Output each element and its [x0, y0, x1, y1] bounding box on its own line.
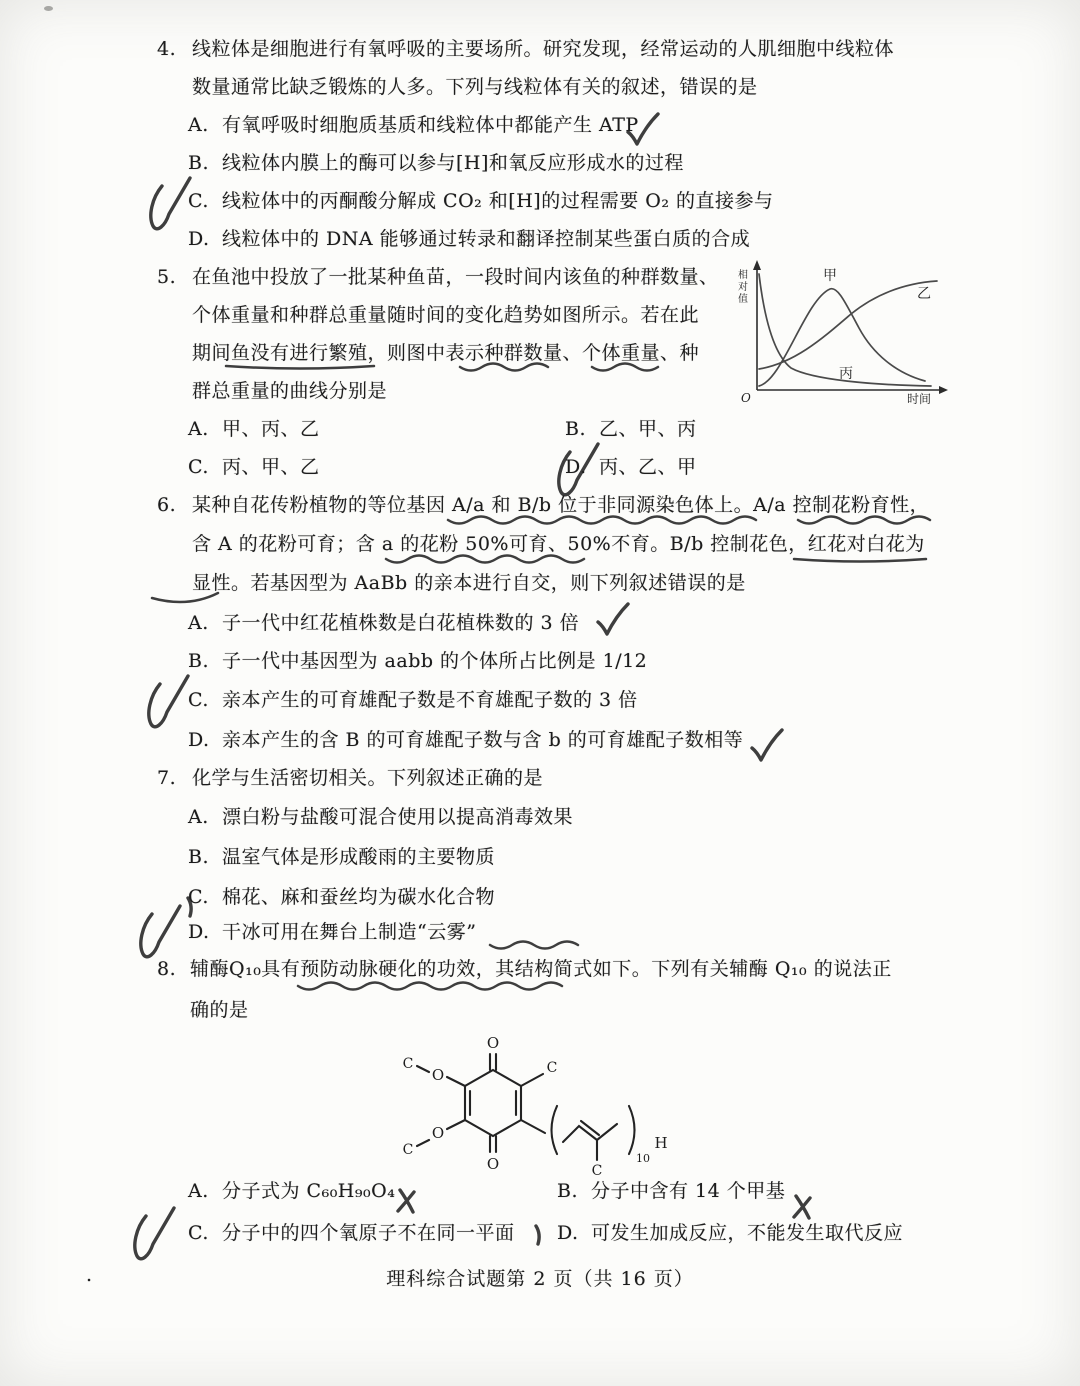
- pen-check: [752, 730, 782, 760]
- option-text: 甲、丙、乙: [222, 418, 320, 440]
- pen-swoosh: [152, 593, 218, 602]
- pen-bigcheck: [149, 676, 188, 727]
- pen-xmark: [794, 1196, 810, 1218]
- option-label: A.: [188, 1180, 209, 1202]
- pen-underline: [794, 559, 926, 562]
- pen-wavy: [592, 364, 658, 371]
- oxygen-atom: O: [486, 1034, 500, 1052]
- option-label: C.: [188, 456, 209, 478]
- option-text: 棉花、麻和蚕丝均为碳水化合物: [222, 886, 496, 908]
- q8-stem-line: 辅酶Q₁₀具有预防动脉硬化的功效，其结构简式如下。下列有关辅酶 Q₁₀ 的说法正: [190, 958, 892, 980]
- y-axis-label: 值: [738, 294, 748, 305]
- pen-bigcheck: [141, 906, 180, 957]
- carbon-atom: C: [402, 1142, 414, 1158]
- option-label: C.: [188, 1222, 209, 1244]
- option-text: 线粒体中的丙酮酸分解成 CO₂ 和[H]的过程需要 O₂ 的直接参与: [222, 190, 774, 212]
- q7-number: 7.: [157, 767, 177, 789]
- pen-tick: [536, 1226, 539, 1244]
- curve-label-bing: 丙: [839, 366, 853, 382]
- repeat-subscript: 10: [636, 1152, 650, 1165]
- q5-number: 5.: [157, 266, 177, 288]
- option-label: B.: [188, 650, 210, 672]
- pen-wavy: [490, 942, 578, 949]
- q5-stem-line: 个体重量和种群总重量随时间的变化趋势如图所示。若在此: [192, 304, 700, 326]
- option-label: A.: [188, 418, 209, 440]
- q4-stem-line: 线粒体是细胞进行有氧呼吸的主要场所。研究发现，经常运动的人肌细胞中线粒体: [192, 38, 895, 60]
- option-text: 可发生加成反应，不能发生取代反应: [591, 1222, 904, 1244]
- option-text: 有氧呼吸时细胞质基质和线粒体中都能产生 ATP: [222, 114, 639, 136]
- pen-bigcheck: [151, 178, 190, 229]
- q5-stem-line: 群总重量的曲线分别是: [192, 380, 388, 402]
- y-axis-label: 对: [738, 282, 748, 293]
- q6-stem-line: 显性。若基因型为 AaBb 的亲本进行自交，则下列叙述错误的是: [192, 572, 746, 594]
- carbon-atom: C: [591, 1163, 603, 1179]
- pen-wavy: [448, 517, 756, 524]
- q7-stem-line: 化学与生活密切相关。下列叙述正确的是: [192, 767, 544, 789]
- oxygen-atom: O: [431, 1124, 445, 1142]
- pen-wavy: [460, 364, 548, 371]
- carbon-atom: C: [402, 1056, 414, 1072]
- q4-stem-line: 数量通常比缺乏锻炼的人多。下列与线粒体有关的叙述，错误的是: [192, 76, 758, 98]
- q4-number: 4.: [157, 38, 177, 60]
- q5-stem-line: 期间鱼没有进行繁殖，则图中表示种群数量、个体重量、种: [192, 342, 700, 364]
- option-text: 温室气体是形成酸雨的主要物质: [222, 846, 496, 868]
- option-label: B.: [557, 1180, 579, 1202]
- margin-dot: .: [86, 1264, 93, 1286]
- q8-number: 8.: [157, 958, 177, 980]
- option-label: C.: [188, 190, 209, 212]
- option-label: D.: [188, 729, 210, 751]
- q8-stem-line: 确的是: [190, 999, 249, 1021]
- pen-check: [628, 114, 658, 144]
- option-label: A.: [188, 612, 209, 634]
- pen-wavy: [298, 983, 562, 990]
- option-text: 亲本产生的含 B 的可育雄配子数与含 b 的可育雄配子数相等: [222, 729, 744, 751]
- option-text: 丙、甲、乙: [222, 456, 320, 478]
- option-label: A.: [188, 806, 209, 828]
- pen-bigcheck: [559, 444, 598, 495]
- option-text: 丙、乙、甲: [599, 456, 697, 478]
- pen-xmark: [398, 1190, 414, 1212]
- pen-wavy: [798, 517, 930, 524]
- option-label: B.: [188, 152, 210, 174]
- curve-label-yi: 乙: [917, 286, 931, 302]
- pen-wavy: [386, 556, 584, 563]
- oxygen-atom: O: [431, 1066, 445, 1084]
- option-text: 干冰可用在舞台上制造“云雾”: [222, 921, 477, 943]
- option-label: D.: [565, 456, 587, 478]
- q5-stem-line: 在鱼池中投放了一批某种鱼苗，一段时间内该鱼的种群数量、: [192, 266, 719, 288]
- y-axis-label: 相: [738, 270, 748, 281]
- option-text: 线粒体中的 DNA 能够通过转录和翻译控制某些蛋白质的合成: [222, 228, 751, 250]
- hydrogen-atom: H: [654, 1134, 668, 1152]
- option-label: C.: [188, 886, 209, 908]
- pen-tick: [188, 898, 191, 916]
- option-label: C.: [188, 689, 209, 711]
- pen-bigcheck: [135, 1208, 174, 1259]
- pen-check: [598, 604, 628, 634]
- option-text: 分子中的四个氧原子不在同一平面: [222, 1222, 515, 1244]
- page-footer: 理科综合试题第 2 页（共 16 页）: [386, 1268, 694, 1290]
- option-text: 分子式为 C₆₀H₉₀O₄: [222, 1180, 396, 1202]
- option-label: D.: [188, 921, 210, 943]
- origin-label: O: [741, 391, 751, 405]
- option-text: 亲本产生的可育雄配子数是不育雄配子数的 3 倍: [222, 689, 638, 711]
- q6-stem-line: 含 A 的花粉可育；含 a 的花粉 50%可育、50%不育。B/b 控制花色，红花对白花为: [192, 533, 925, 555]
- option-text: 子一代中红花植株数是白花植株数的 3 倍: [222, 612, 580, 634]
- option-text: 分子中含有 14 个甲基: [591, 1180, 786, 1202]
- option-label: D.: [188, 228, 210, 250]
- option-label: D.: [557, 1222, 579, 1244]
- x-axis-label: 时间: [907, 392, 932, 406]
- option-text: 漂白粉与盐酸可混合使用以提高消毒效果: [222, 806, 574, 828]
- option-text: 子一代中基因型为 aabb 的个体所占比例是 1/12: [222, 650, 648, 672]
- option-label: A.: [188, 114, 209, 136]
- option-text: 乙、甲、丙: [599, 418, 697, 440]
- option-label: B.: [565, 418, 587, 440]
- q6-number: 6.: [157, 494, 177, 516]
- curve-label-jia: 甲: [823, 268, 837, 284]
- oxygen-atom: O: [486, 1155, 500, 1173]
- pen-underline: [226, 366, 374, 369]
- option-label: B.: [188, 846, 210, 868]
- q6-stem-line: 某种自花传粉植物的等位基因 A/a 和 B/b 位于非同源染色体上。A/a 控制花粉育性，: [192, 494, 930, 516]
- carbon-atom: C: [546, 1060, 558, 1076]
- option-text: 线粒体内膜上的酶可以参与[H]和氧反应形成水的过程: [222, 152, 684, 174]
